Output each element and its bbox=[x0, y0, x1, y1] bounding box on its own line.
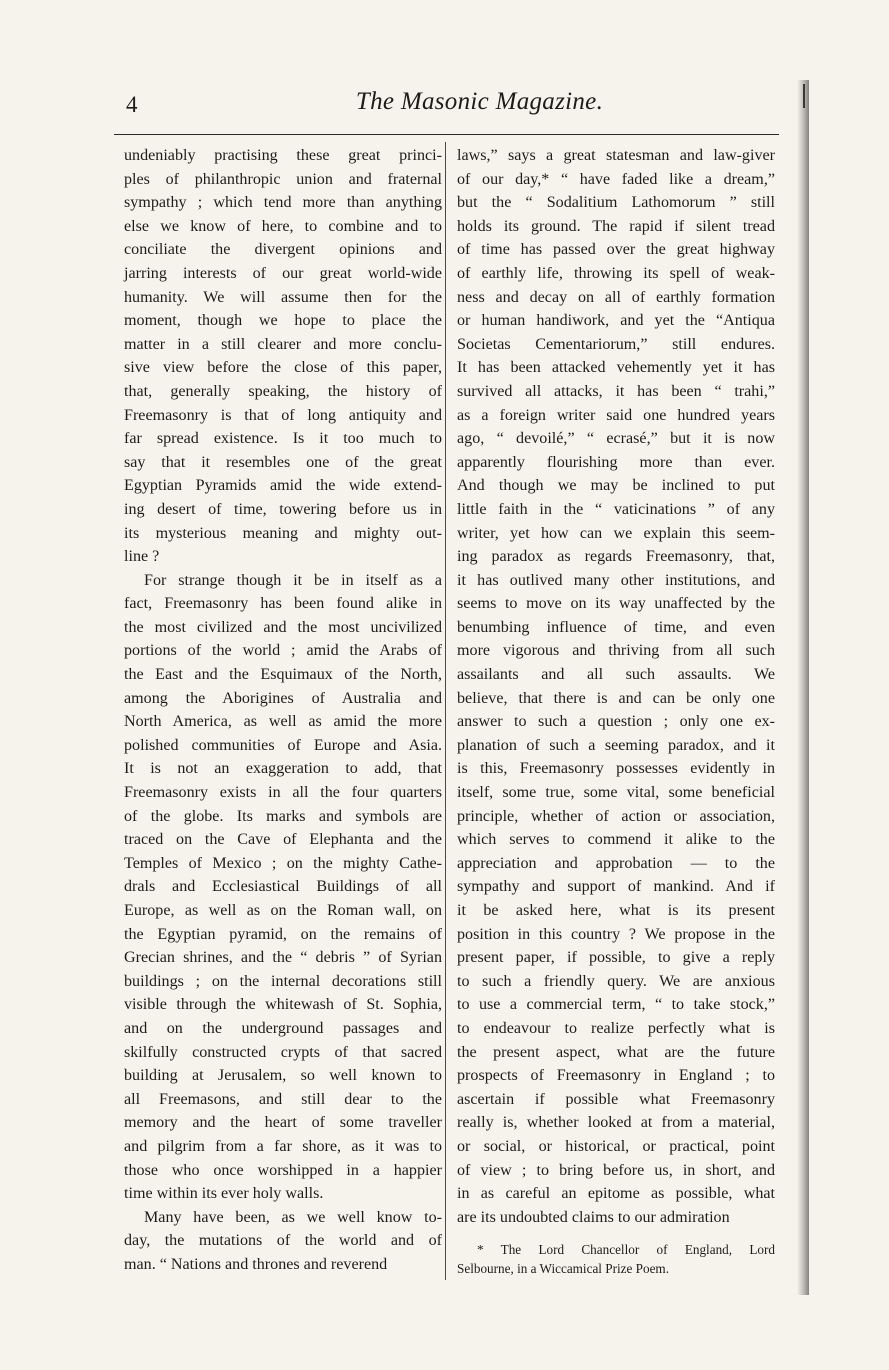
text-line: are its undoubted claims to our admiration bbox=[457, 1208, 730, 1226]
text-line: which serves to commend it alike to the bbox=[457, 831, 775, 849]
text-line: itself, some true, some vital, some beneficial bbox=[457, 784, 775, 802]
text-line: to endeavour to realize perfectly what is bbox=[457, 1019, 775, 1037]
header-rule bbox=[114, 134, 779, 135]
text-line: * The Lord Chancellor of England, Lord bbox=[477, 1242, 775, 1257]
text-line: fact, Freemasonry has been found alike in bbox=[124, 595, 442, 613]
text-line: man. “ Nations and thrones and reverend bbox=[124, 1255, 388, 1273]
text-line: Grecian shrines, and the “ debris ” of Syrian bbox=[124, 949, 442, 967]
text-line: Selbourne, in a Wiccamical Prize Poem. bbox=[457, 1261, 669, 1276]
text-line: as a foreign writer said one hundred years bbox=[457, 406, 775, 424]
text-line: and pilgrim from a far shore, as it was to bbox=[124, 1137, 442, 1155]
text-line: And though we may be inclined to put bbox=[457, 477, 775, 495]
text-line: position in this country ? We propose in the bbox=[457, 925, 775, 943]
column-divider bbox=[445, 142, 446, 1280]
right-column bbox=[457, 144, 775, 1229]
text-line: sympathy ; which tend more than anything bbox=[124, 194, 442, 212]
text-line: believe, that there is and can be only one bbox=[457, 689, 775, 707]
text-line: assailants and all such assaults. We bbox=[457, 666, 775, 684]
text-line: the present aspect, what are the future bbox=[457, 1043, 775, 1061]
text-line: Societas Cementariorum,” still endures. bbox=[457, 335, 775, 353]
text-line: survived all attacks, it has been “ trahi,” bbox=[457, 382, 775, 400]
text-line: and on the underground passages and bbox=[124, 1019, 442, 1037]
text-line: Egyptian Pyramids amid the wide extend- bbox=[124, 477, 442, 495]
text-line: writer, yet how can we explain this seem- bbox=[457, 524, 775, 542]
text-line: the Egyptian pyramid, on the remains of bbox=[124, 925, 442, 943]
text-line: memory and the heart of some traveller bbox=[124, 1114, 442, 1132]
text-line: traced on the Cave of Elephanta and the bbox=[124, 831, 442, 849]
text-line: ascertain if possible what Freemasonry bbox=[457, 1090, 775, 1108]
text-line: planation of such a seeming paradox, and it bbox=[457, 736, 775, 754]
text-line: visible through the whitewash of St. Sophia, bbox=[124, 996, 442, 1014]
text-line: to use a commercial term, “ to take stock,” bbox=[457, 996, 775, 1014]
text-line: the East and the Esquimaux of the North, bbox=[124, 666, 442, 684]
text-line: more vigorous and thriving from all such bbox=[457, 642, 775, 660]
text-line: ing paradox as regards Freemasonry, that, bbox=[457, 548, 775, 566]
text-line: really is, whether looked at from a material, bbox=[457, 1114, 775, 1132]
text-line: For strange though it be in itself as a bbox=[144, 571, 442, 589]
text-line: present paper, if possible, to give a reply bbox=[457, 949, 775, 967]
text-line: but the “ Sodalitium Lathomorum ” still bbox=[457, 194, 775, 212]
text-line: line ? bbox=[124, 548, 160, 566]
running-title: The Masonic Magazine. bbox=[355, 88, 604, 115]
text-line: conciliate the divergent opinions and bbox=[124, 241, 442, 259]
text-line: apparently flourishing more than ever. bbox=[457, 453, 775, 471]
text-line: time within its ever holy walls. bbox=[124, 1185, 324, 1203]
text-line: prospects of Freemasonry in England ; to bbox=[457, 1067, 775, 1085]
text-line: say that it resembles one of the great bbox=[124, 453, 442, 471]
text-line: the most civilized and the most uncivilized bbox=[124, 618, 442, 636]
text-line: laws,” says a great statesman and law-giver bbox=[457, 147, 775, 164]
text-line: Europe, as well as on the Roman wall, on bbox=[124, 902, 442, 919]
text-line: Freemasonry is that of long antiquity and bbox=[124, 406, 442, 424]
text-line: seems to move on its way unaffected by the bbox=[457, 595, 775, 613]
text-line: of earthly life, throwing its spell of weak- bbox=[457, 264, 775, 282]
page-number: 4 bbox=[126, 92, 138, 117]
text-line: in as careful an epitome as possible, what bbox=[457, 1185, 775, 1203]
text-line: is this, Freemasonry possesses evidently in bbox=[457, 760, 775, 778]
text-line: It has been attacked vehemently yet it has bbox=[457, 359, 775, 377]
text-line: of our day,* “ have faded like a dream,” bbox=[457, 170, 775, 188]
text-line: all Freemasons, and still dear to the bbox=[124, 1090, 442, 1108]
text-line: building at Jerusalem, so well known to bbox=[124, 1067, 442, 1085]
text-line: buildings ; on the internal decorations still bbox=[124, 972, 442, 990]
text-line: appreciation and approbation — to the bbox=[457, 854, 775, 872]
text-line: it be asked here, what is its present bbox=[457, 902, 775, 919]
text-line: undeniably practising these great princi- bbox=[124, 147, 442, 164]
text-line: jarring interests of our great world-wide bbox=[124, 264, 442, 282]
text-line: or social, or historical, or practical, point bbox=[457, 1137, 775, 1155]
footnote bbox=[457, 1240, 775, 1278]
text-line: matter in a still clearer and more conclu- bbox=[124, 335, 442, 353]
text-line: it has outlived many other institutions, and bbox=[457, 571, 775, 589]
text-line: sive view before the close of this paper, bbox=[124, 359, 442, 377]
text-line: ness and decay on all of earthly formation bbox=[457, 288, 775, 306]
text-line: among the Aborigines of Australia and bbox=[124, 689, 442, 707]
text-line: portions of the world ; amid the Arabs of bbox=[124, 642, 442, 660]
text-line: of the globe. Its marks and symbols are bbox=[124, 807, 442, 825]
text-line: those who once worshipped in a happier bbox=[124, 1161, 442, 1179]
text-line: or human handiwork, and yet the “Antiqua bbox=[457, 312, 775, 330]
text-line: of time has passed over the great highway bbox=[457, 241, 775, 259]
text-line: North America, as well as amid the more bbox=[124, 713, 442, 731]
text-line: of view ; to bring before us, in short, and bbox=[457, 1161, 775, 1179]
text-line: ing desert of time, towering before us in bbox=[124, 500, 442, 518]
text-line: ago, “ devoilé,” “ ecrasé,” but it is now bbox=[457, 430, 775, 448]
text-line: Temples of Mexico ; on the mighty Cathe- bbox=[124, 854, 442, 872]
text-line: moment, though we hope to place the bbox=[124, 312, 442, 330]
text-line: that, generally speaking, the history of bbox=[124, 382, 442, 400]
text-line: humanity. We will assume then for the bbox=[124, 288, 442, 306]
text-line: drals and Ecclesiastical Buildings of all bbox=[124, 878, 442, 896]
text-line: holds its ground. The rapid if silent tread bbox=[457, 217, 775, 235]
text-line: sympathy and support of mankind. And if bbox=[457, 878, 775, 896]
text-line: skilfully constructed crypts of that sacred bbox=[124, 1043, 442, 1061]
text-line: Many have been, as we well know to- bbox=[144, 1208, 442, 1226]
text-line: little faith in the “ vaticinations ” of any bbox=[457, 500, 775, 518]
left-column bbox=[124, 144, 442, 1277]
page-edge-shadow bbox=[797, 80, 809, 1295]
text-line: ples of philanthropic union and fraternal bbox=[124, 170, 442, 188]
text-line: Freemasonry exists in all the four quarters bbox=[124, 784, 442, 802]
text-line: its mysterious meaning and mighty out- bbox=[124, 524, 442, 542]
text-line: It is not an exaggeration to add, that bbox=[124, 760, 442, 778]
text-line: benumbing influence of time, and even bbox=[457, 618, 775, 636]
page-edge-mark bbox=[797, 84, 805, 108]
text-line: to such a friendly query. We are anxious bbox=[457, 972, 775, 990]
text-line: far spread existence. Is it too much to bbox=[124, 430, 442, 448]
text-line: answer to such a question ; only one ex- bbox=[457, 713, 775, 731]
text-line: principle, whether of action or association, bbox=[457, 807, 775, 825]
text-line: polished communities of Europe and Asia. bbox=[124, 736, 442, 754]
text-line: else we know of here, to combine and to bbox=[124, 217, 442, 235]
text-line: day, the mutations of the world and of bbox=[124, 1232, 442, 1250]
